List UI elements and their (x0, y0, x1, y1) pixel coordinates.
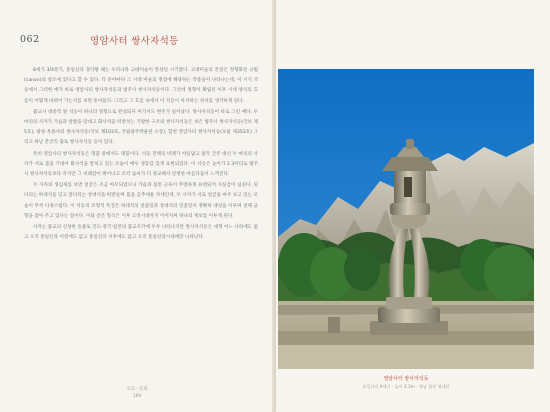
paragraph: 사자는 불교의 신성한 동물로 인도·중국·일본의 불교조각에 두루 나타나지만 쌍사자석등은 세계 어느 나라에도 없고 오직 통일신라 이전에도 없고 통일신라 이후에도 없고 오직 통일신라시대에만 나타난다. (24, 225, 258, 241)
left-page (0, 0, 274, 412)
body-text (24, 66, 258, 372)
page-number: 062 (20, 34, 40, 45)
paragraph: 두 사자의 생김새를 보면 얼굴은 조금 마모되었으나 가슴과 몸통 근육이 뚜렷하게 표현되어 사실감이 넘친다. 뒷다리는 하대석을 딛고 앞다리는 상대석을 떠받들며 몸을 곧추세운 자세인데, 두 사자가 서로 얼굴을 마주 보고 있는 모습이 무척 다정스럽다. 이 석등의 조형적 특징은 하대석의 연꽃잎과 상대석의 연꽃잎이 정확히 대칭을 이루며 전체 균형을 잡아 주고 있다는 점이다. 이와 같은 형식은 이후 고려시대까지 이어지며 하나의 계보를 이루게 된다. (24, 183, 258, 219)
chapter-title: 영암사터 쌍사자석등 (90, 36, 179, 47)
paragraph: 특히 영암사터 쌍사자석등은 명품 중에서도 명품이다. 석등 전체의 비례가 아름답고 팔각 간주 대신 두 마리의 사자가 서로 몸을 기대어 화사석을 받치고 있는 모습이 매우 생동감 있게 표현되었다. 이 석등은 높이가 2.3미터로 법주사 쌍사자석등보다 작지만 그 비례감이 뛰어나고 조각 솜씨가 더 정교해서 단정한 아름다움이 느껴진다. (24, 151, 258, 178)
page-footer: 호의 · 문화 169 (126, 387, 148, 399)
caption-title: 영암사터 쌍사자석등 (383, 376, 429, 382)
paragraph: 불교사 대중적 앞 석등이 하나의 정형으로 완성되자 여기서도 변주가 일어났다. 쌍사자석등이 바로 그런 예다. 두 마리의 사자가 가슴과 앞발을 맞대고 화사석을 떠받치는 기발한 구조의 쌍사자석등은 보은 법주사 쌍사자석등(국보 제5호), 광양 옥룡사터 쌍사자석등(국보 제103호, 국립광주박물관 소장), 합천 영암사터 쌍사자석등(보물 제353호) 그리고 하남 춘궁리 출토 쌍사자석등 등이 있다. (24, 109, 258, 146)
caption-subtitle: 통일신라 9세기 · 높이 2.3m · 경남 합천 영대산 (362, 384, 450, 389)
photo-caption (278, 376, 534, 390)
stone-lantern-photo (278, 69, 534, 369)
paragraph: 8세기 3/4분기, 통일신라 경덕왕 때는 우리나라 고대미술이 완성된 시기였다. 고대미술의 본질은 정형화된 규범(canon)의 창조에 있다고 할 수 있다. 각 분야마다 그 시대 미술의 정점에 해당하는 작품들이 나타나는데, 이 시기 석등에서 그러한 예가 바로 영암사터 쌍사자석등과 법주사 쌍사자석등이다. 그런데 정형이 확립된 이후 시대 양식의 흐름이 어떻게 바뀌어 가는지를 보면 흥미롭다. 그리고 그 흐름 속에서 이 석등이 차지하는 위치를 생각하게 된다. (24, 68, 258, 104)
